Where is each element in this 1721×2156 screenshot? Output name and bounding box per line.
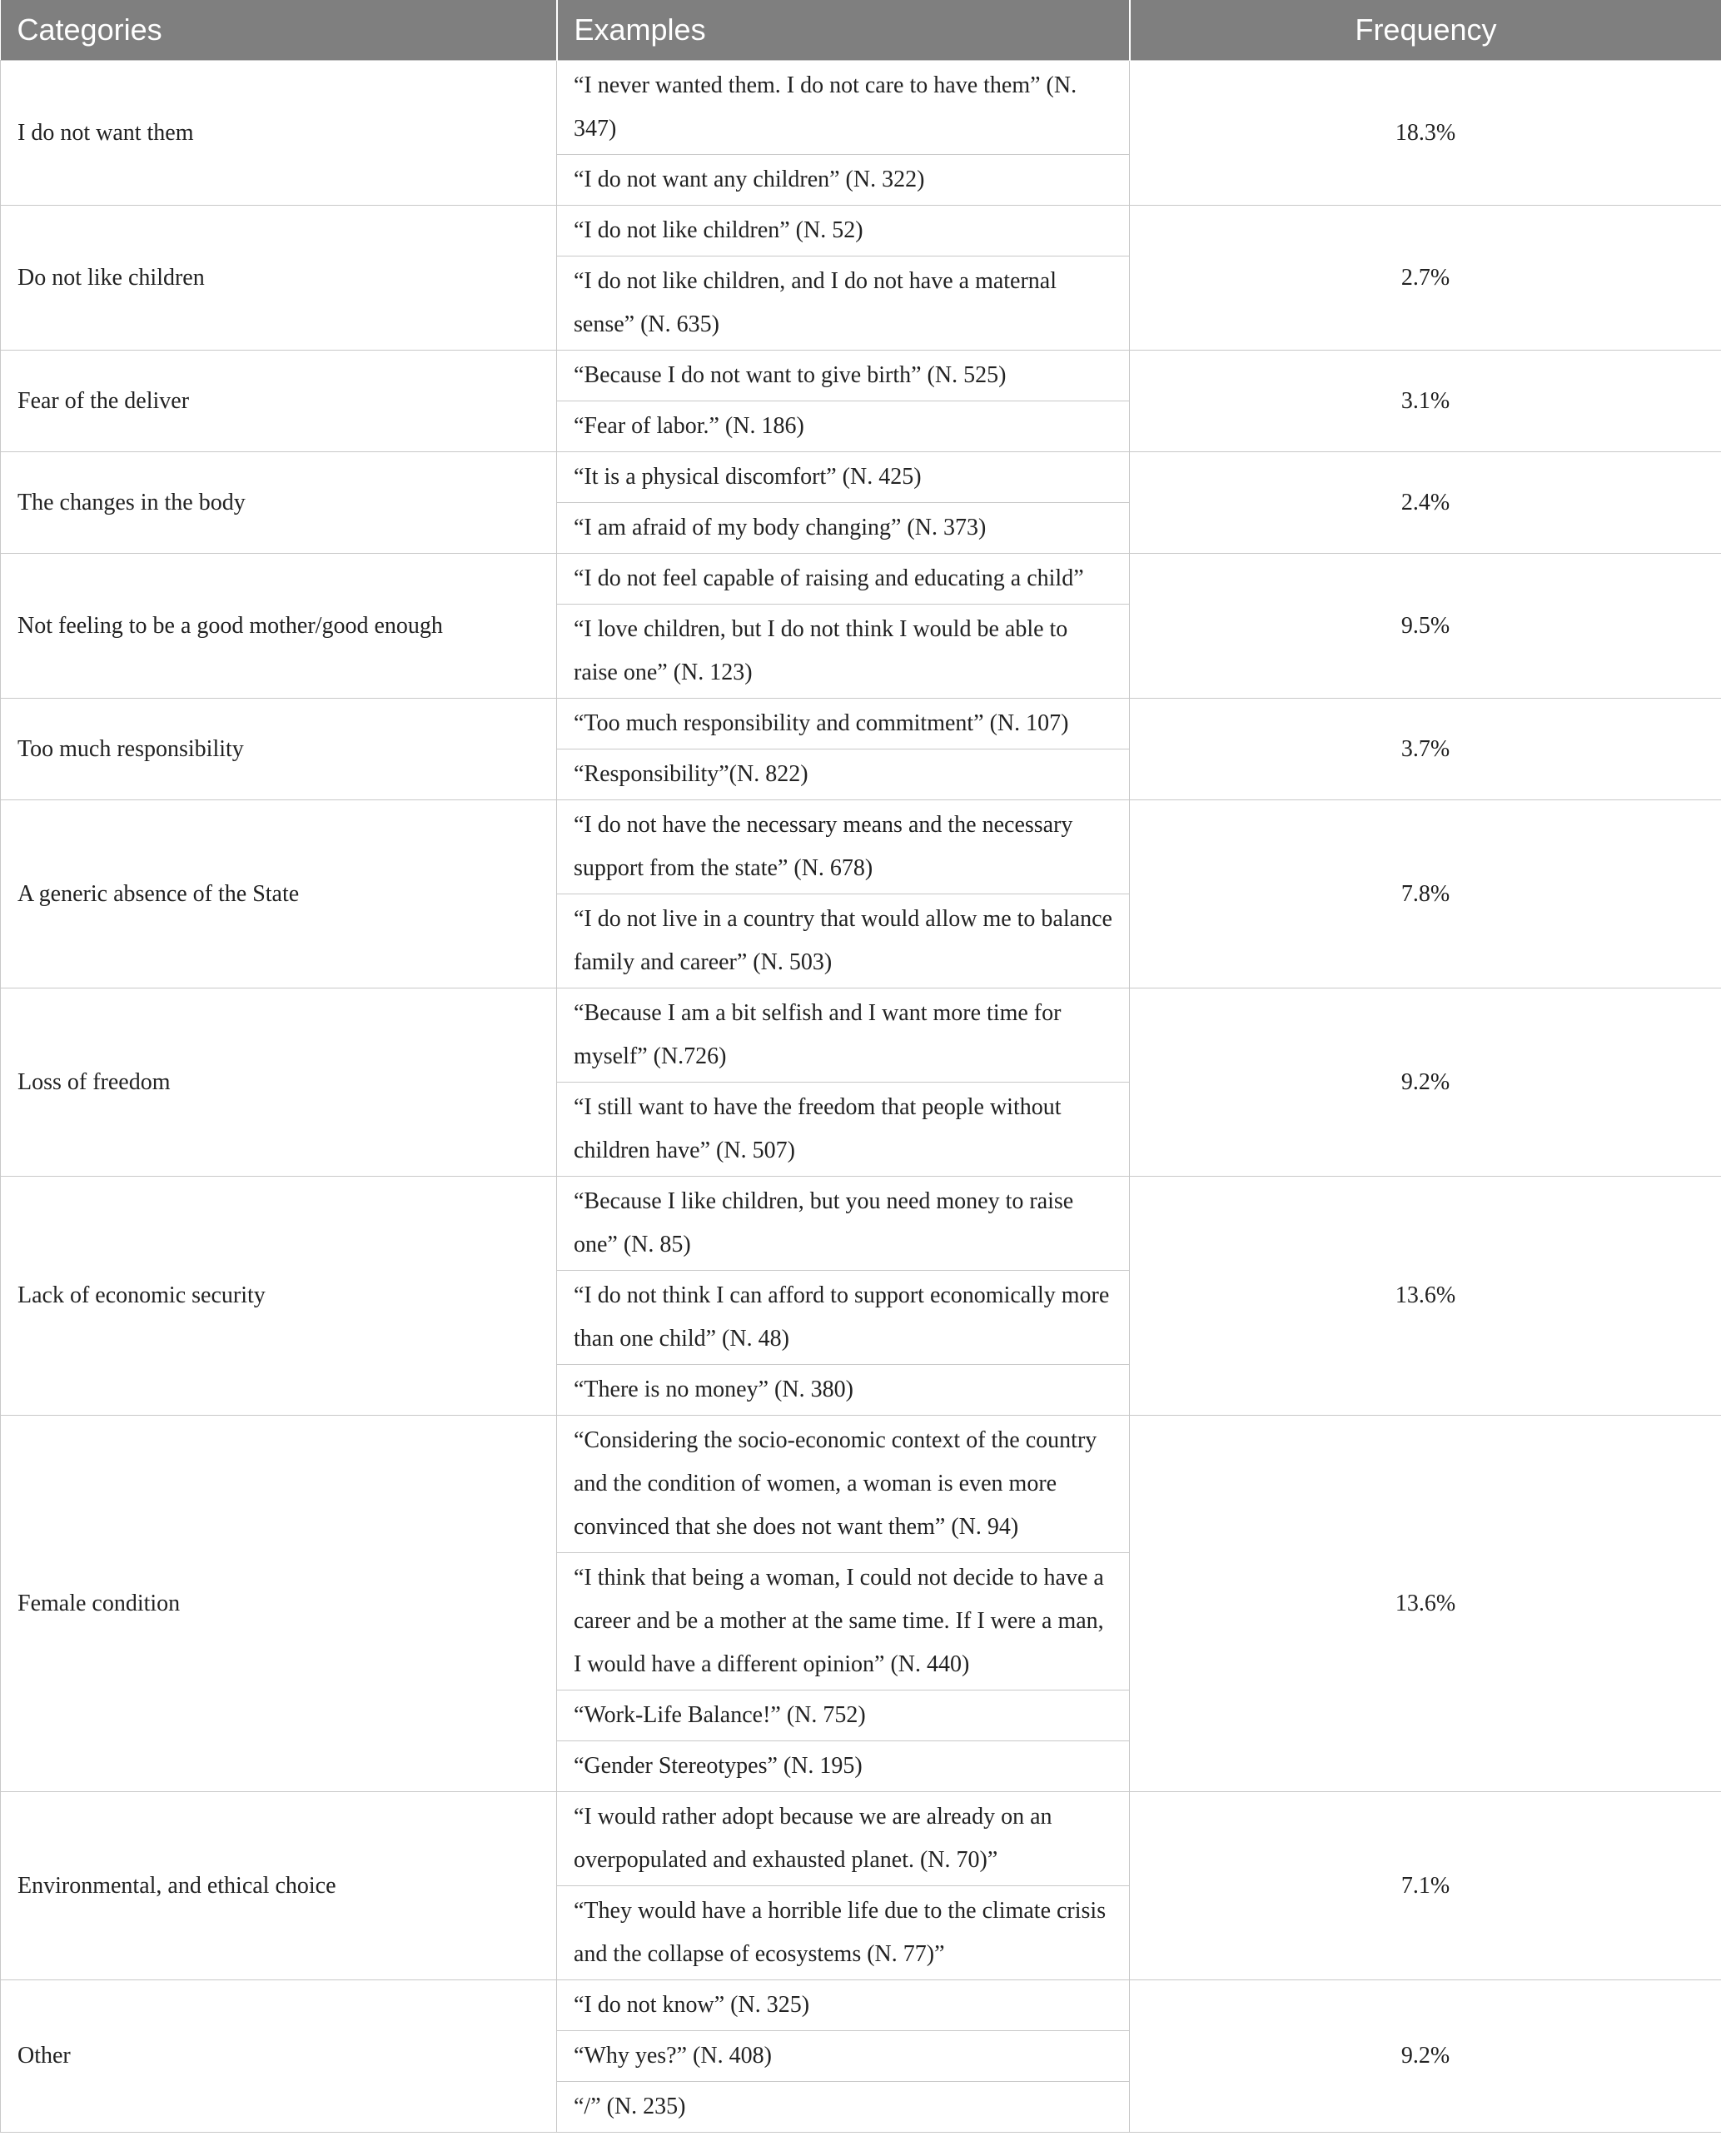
- example-cell: “I do not like children” (N. 52): [557, 206, 1130, 256]
- category-cell: Not feeling to be a good mother/good enough: [1, 554, 557, 699]
- frequency-cell: 2.4%: [1130, 452, 1721, 554]
- frequency-cell: 7.8%: [1130, 800, 1721, 988]
- frequency-cell: 7.1%: [1130, 1792, 1721, 1980]
- table-body: [1, 61, 1721, 2133]
- frequency-cell: 18.3%: [1130, 61, 1721, 206]
- table-row: [1, 988, 1721, 1083]
- example-cell: “There is no money” (N. 380): [557, 1365, 1130, 1416]
- category-cell: A generic absence of the State: [1, 800, 557, 988]
- category-cell: Female condition: [1, 1416, 557, 1792]
- example-cell: “Too much responsibility and commitment” (N. 107): [557, 699, 1130, 749]
- table-row: [1, 699, 1721, 749]
- frequency-cell: 13.6%: [1130, 1416, 1721, 1792]
- table-row: [1, 1980, 1721, 2031]
- table-row: [1, 1416, 1721, 1553]
- example-cell: “I do not think I can afford to support economically more than one child” (N. 48): [557, 1271, 1130, 1365]
- table-row: [1, 351, 1721, 401]
- example-cell: “I would rather adopt because we are already on an overpopulated and exhausted planet. (N. 70)”: [557, 1792, 1130, 1886]
- header-categories: Categories: [1, 0, 557, 61]
- category-cell: I do not want them: [1, 61, 557, 206]
- example-cell: “Responsibility”(N. 822): [557, 749, 1130, 800]
- category-cell: The changes in the body: [1, 452, 557, 554]
- example-cell: “I never wanted them. I do not care to have them” (N. 347): [557, 61, 1130, 155]
- table-row: [1, 1792, 1721, 1886]
- frequency-cell: 13.6%: [1130, 1177, 1721, 1416]
- example-cell: “They would have a horrible life due to the climate crisis and the collapse of ecosystems (N. 77)”: [557, 1886, 1130, 1980]
- frequency-cell: 9.2%: [1130, 1980, 1721, 2133]
- table-row: [1, 452, 1721, 503]
- example-cell: “I do not want any children” (N. 322): [557, 155, 1130, 206]
- header-examples: Examples: [557, 0, 1130, 61]
- category-cell: Do not like children: [1, 206, 557, 351]
- example-cell: “Considering the socio-economic context of the country and the condition of women, a woman is even more convinced that she does not want them” (N. 94): [557, 1416, 1130, 1553]
- category-cell: Other: [1, 1980, 557, 2133]
- table-row: [1, 61, 1721, 155]
- frequency-cell: 9.2%: [1130, 988, 1721, 1177]
- table-row: [1, 554, 1721, 605]
- table-row: [1, 1177, 1721, 1271]
- example-cell: “I am afraid of my body changing” (N. 373): [557, 503, 1130, 554]
- frequency-cell: 9.5%: [1130, 554, 1721, 699]
- example-cell: “I still want to have the freedom that people without children have” (N. 507): [557, 1083, 1130, 1177]
- example-cell: “I do not know” (N. 325): [557, 1980, 1130, 2031]
- example-cell: “Why yes?” (N. 408): [557, 2031, 1130, 2082]
- example-cell: “I love children, but I do not think I would be able to raise one” (N. 123): [557, 605, 1130, 699]
- frequency-cell: 2.7%: [1130, 206, 1721, 351]
- table-header: [1, 0, 1721, 61]
- frequency-cell: 3.7%: [1130, 699, 1721, 800]
- category-cell: Environmental, and ethical choice: [1, 1792, 557, 1980]
- example-cell: “I do not like children, and I do not have a maternal sense” (N. 635): [557, 256, 1130, 351]
- header-frequency: Frequency: [1130, 0, 1721, 61]
- example-cell: “Because I like children, but you need money to raise one” (N. 85): [557, 1177, 1130, 1271]
- example-cell: “Because I am a bit selfish and I want more time for myself” (N.726): [557, 988, 1130, 1083]
- example-cell: “Because I do not want to give birth” (N. 525): [557, 351, 1130, 401]
- example-cell: “Fear of labor.” (N. 186): [557, 401, 1130, 452]
- example-cell: “Gender Stereotypes” (N. 195): [557, 1741, 1130, 1792]
- category-cell: Too much responsibility: [1, 699, 557, 800]
- category-cell: Loss of freedom: [1, 988, 557, 1177]
- example-cell: “I do not live in a country that would allow me to balance family and career” (N. 503): [557, 894, 1130, 988]
- example-cell: “I think that being a woman, I could not decide to have a career and be a mother at the same time. If I were a man, I would have a different opinion” (N. 440): [557, 1553, 1130, 1690]
- example-cell: “I do not feel capable of raising and educating a child”: [557, 554, 1130, 605]
- category-cell: Fear of the deliver: [1, 351, 557, 452]
- category-cell: Lack of economic security: [1, 1177, 557, 1416]
- example-cell: “I do not have the necessary means and the necessary support from the state” (N. 678): [557, 800, 1130, 894]
- example-cell: “/” (N. 235): [557, 2082, 1130, 2133]
- frequency-cell: 3.1%: [1130, 351, 1721, 452]
- example-cell: “It is a physical discomfort” (N. 425): [557, 452, 1130, 503]
- table-row: [1, 206, 1721, 256]
- table-row: [1, 800, 1721, 894]
- example-cell: “Work-Life Balance!” (N. 752): [557, 1690, 1130, 1741]
